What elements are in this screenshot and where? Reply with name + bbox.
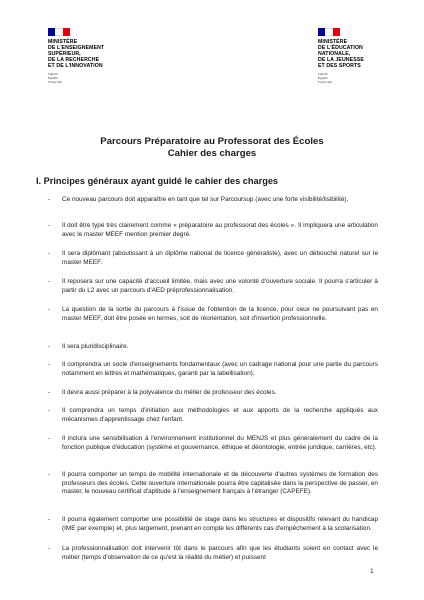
title-line-2: Cahier des charges (167, 148, 257, 159)
bullet-text: La question de la sortie du parcours à l'issue de l'obtention de la licence, pour ceux ne poursuivant pas en master MEEF, doit être posée en termes, soit de réorientation, soit d'insertion professionnelle. (62, 306, 378, 322)
bullet-item (48, 361, 378, 378)
bullet-text: Il reposera sur une capacité d'accueil limitée, mais avec une volonté d'ouverture sociale. Il pourra s'articuler à partir du L2 avec un parcours d'AED préprofessionnalisation. (62, 278, 378, 294)
bullet-text: Il sera diplômant (aboutissant à un diplôme national de licence généraliste), avec un débouché naturel sur le master MEEF. (62, 250, 378, 266)
bullet-marker: - (48, 471, 51, 478)
bullet-marker: - (48, 196, 51, 203)
republic-motto: Liberté Égalité Fraternité (48, 72, 62, 85)
bullet-marker: - (48, 435, 51, 442)
ministry-name: MINISTÈRE DE L'ÉDUCATION NATIONALE, DE LA JEUNESSE ET DES SPORTS (318, 39, 364, 70)
ministry-name: MINISTÈRE DE L'ENSEIGNEMENT SUPÉRIEUR, DE LA RECHERCHE ET DE L'INNOVATION (48, 39, 105, 70)
bullet-text: Il pourra comporter un temps de mobilité internationale et de découverte d'autres systèmes de formation des professeurs des écoles. Cette ouverture internationale pourra être capitalisée dans la perspective de passer, en master, le nouveau certificat d'aptitude à l'enseignement français à l'étranger (CAPEFE). (62, 471, 378, 496)
title-line-1: Parcours Préparatoire au Professorat des Écoles (100, 136, 324, 147)
bullet-text: La professionnalisation doit intervenir tôt dans le parcours afin que les étudiants soient en contact avec le métier (temps d'observation de ce qu'est la réalité du métier) et puissent (62, 545, 378, 561)
bullet-item (48, 250, 378, 267)
bullet-marker: - (48, 306, 51, 313)
bullet-item (48, 545, 378, 562)
bullet-marker: - (48, 361, 51, 368)
ministry-national-education-logo (318, 28, 364, 84)
bullet-text: Il devra aussi préparer à la polyvalence du métier de professeur des écoles. (62, 389, 277, 396)
section-heading: I. Principes généraux ayant guidé le cahier des charges (36, 176, 279, 186)
bullet-text: Il sera pluridisciplinaire. (62, 343, 129, 350)
bullet-item (48, 196, 378, 205)
bullet-text: Il doit être typé très clairement comme « préparatoire au professorat des écoles ». Il impliquera une articulation avec le master MEEF mention premier degré. (62, 222, 378, 238)
bullet-item (48, 222, 378, 239)
bullet-item (48, 407, 378, 424)
marianne-flag-icon (48, 28, 70, 36)
bullet-marker: - (48, 545, 51, 552)
bullet-marker: - (48, 250, 51, 257)
page-number: 1 (370, 568, 374, 575)
bullet-text: Il pourra également comporter une possibilité de stage dans les structures et dispositifs relevant du handicap (IME par exemple) et, plus largement, prenant en compte les différents cas d'empêchement à la scolarisation. (62, 516, 378, 532)
bullet-item (48, 471, 378, 497)
ministry-higher-education-logo (48, 28, 104, 84)
bullet-item (48, 343, 378, 352)
bullet-marker: - (48, 222, 51, 229)
bullet-marker: - (48, 389, 51, 396)
republic-motto: Liberté Égalité Fraternité (318, 72, 332, 85)
bullet-marker: - (48, 407, 51, 414)
bullet-marker: - (48, 278, 51, 285)
bullet-text: Il inclura une sensibilisation à l'environnement institutionnel du MENJS et plus généralement du cadre de la fonction publique d'éducation (système et gouvernance, éthique et déontologie, entrée juridique, carrières, etc). (62, 435, 378, 451)
bullet-marker: - (48, 516, 51, 523)
bullet-text: Il comprendra un temps d'initiation aux méthodologies et aux apports de la recherche appliqués aux mécanismes d'apprentissage chez l'enfant. (62, 407, 378, 423)
marianne-flag-icon (318, 28, 340, 36)
bullet-marker: - (48, 343, 51, 350)
bullet-text: Ce nouveau parcours doit apparaître en tant que tel sur Parcoursup (avec une forte visibilité/lisibilité). (62, 196, 349, 203)
bullet-item (48, 306, 378, 323)
bullet-item (48, 516, 378, 533)
bullet-item (48, 389, 378, 398)
bullet-text: Il comprendra un socle d'enseignements fondamentaux (avec un cadrage national pour une partie du parcours notamment en lettres et mathématiques, garanti par la labellisation). (62, 361, 378, 377)
bullet-item (48, 435, 378, 452)
document-title (0, 136, 424, 160)
bullet-item (48, 278, 378, 295)
